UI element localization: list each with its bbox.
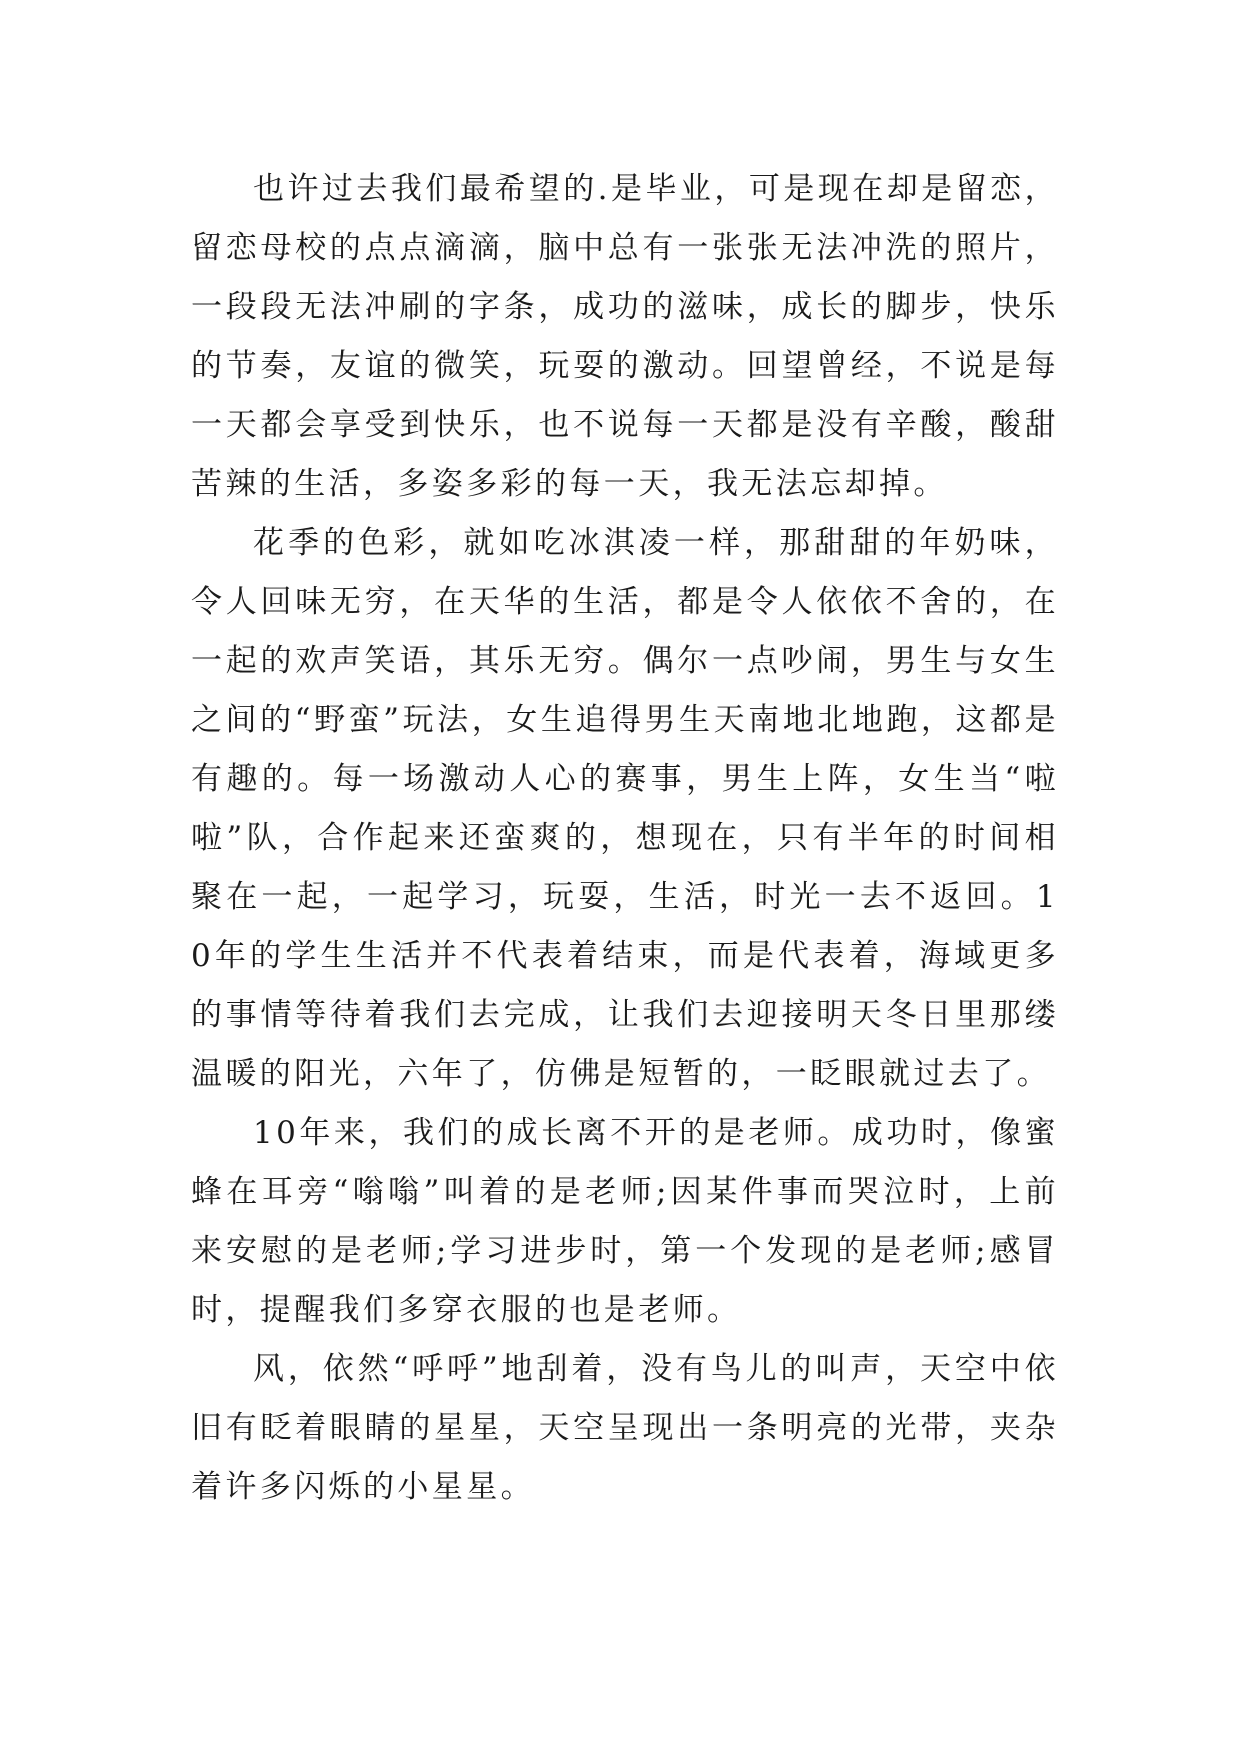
paragraph-3: 10年来，我们的成长离不开的是老师。成功时，像蜜蜂在耳旁“嗡嗡”叫着的是老师;因某件事而哭泣时，上前来安慰的是老师;学习进步时，第一个发现的是老师;感冒时，提醒我们多穿衣服的也是老师。 [191,1115,1059,1328]
paragraph-1: 也许过去我们最希望的.是毕业，可是现在却是留恋，留恋母校的点点滴滴，脑中总有一张张无法冲洗的照片，一段段无法冲刷的字条，成功的滋味，成长的脚步，快乐的节奏，友谊的微笑，玩耍的激动。回望曾经，不说是每一天都会享受到快乐，也不说每一天都是没有辛酸，酸甜苦辣的生活，多姿多彩的每一天，我无法忘却掉。 [191,171,1059,502]
document-body [191,160,1059,1517]
paragraph-2: 花季的色彩，就如吃冰淇凌一样，那甜甜的年奶味，令人回味无穷，在天华的生活，都是令人依依不舍的，在一起的欢声笑语，其乐无穷。偶尔一点吵闹，男生与女生之间的“野蛮”玩法，女生追得男生天南地北地跑，这都是有趣的。每一场激动人心的赛事，男生上阵，女生当“啦啦”队，合作起来还蛮爽的，想现在，只有半年的时间相聚在一起，一起学习，玩耍，生活，时光一去不返回。10年的学生生活并不代表着结束，而是代表着，海域更多的事情等待着我们去完成，让我们去迎接明天冬日里那缕温暖的阳光，六年了，仿佛是短暂的，一眨眼就过去了。 [191,525,1059,1092]
paragraph-4: 风，依然“呼呼”地刮着，没有鸟儿的叫声，天空中依旧有眨着眼睛的星星，天空呈现出一条明亮的光带，夹杂着许多闪烁的小星星。 [191,1351,1059,1505]
